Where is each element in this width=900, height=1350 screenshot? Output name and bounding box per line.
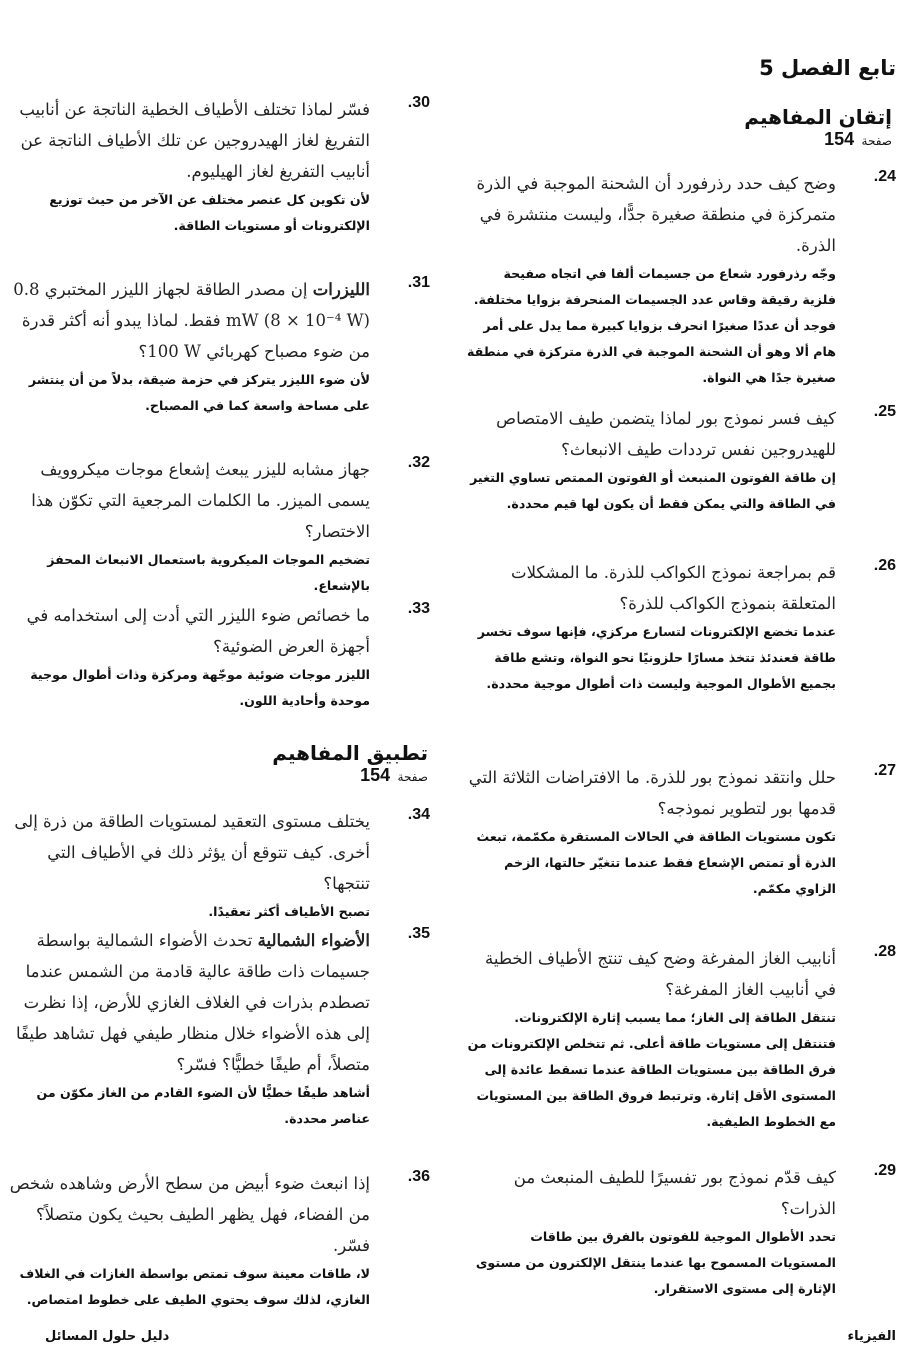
answer-text: لأن ضوء الليزر يتركز في حزمة ضيقة، بدلاً من أن ينتشر على مساحة واسعة كما في المصباح.: [28, 372, 370, 413]
question-body: تحدث الأضواء الشمالية بواسطة جسيمات ذات طاقة عالية قادمة من الشمس عندما تصطدم بذرات في الغلاف الغازي للأرض، إذا نظرت إلى هذه الأضواء خلال منظار طيفي فهل تشاهد طيفًا متصلاً، أم طيفًا خطيًّا؟ فسّر؟: [16, 931, 370, 1074]
question-number: 36.: [407, 1168, 430, 1185]
footer-guide-title: دليل حلول المسائل: [45, 1329, 170, 1344]
question-text: وضح كيف حدد رذرفورد أن الشحنة الموجبة في الذرة متمركزة في منطقة صغيرة جدًّا، وليست منتشرة في الذرة.: [476, 174, 836, 255]
answer-text: تنتقل الطاقة إلى الغاز؛ مما يسبب إثارة الإلكترونات. فتنتقل إلى مستويات طاقة أعلى. ثم تتخلص الإلكترونات من فرق الطاقة بين مستويات الطاقة عندما تسقط عائدة إلى المستوى الأقل إثارة. وترتبط فروق الطاقة بين المستويات مع الخطوط الطيفية.: [467, 1010, 836, 1129]
question-29: [466, 1162, 896, 1302]
question-text: فسّر لماذا تختلف الأطياف الخطية الناتجة عن أنابيب التفريغ لغاز الهيدروجين عن تلك الأطياف الناتجة عن أنابيب التفريغ لغاز الهيليوم.: [19, 100, 370, 181]
answer-text: لا، طاقات معينة سوف تمتص بواسطة الغازات في الغلاف الغازي، لذلك سوف يحتوي الطيف على خطوط امتصاص.: [19, 1266, 370, 1307]
section-mastery: [744, 104, 892, 150]
question-lead: الأضواء الشمالية: [257, 931, 370, 950]
question-number: 33.: [407, 600, 430, 617]
answer-text: تحدد الأطوال الموجية للفوتون بالفرق بين طاقات المستويات المسموح بها عندما ينتقل الإلكترون من مستوى الإثارة إلى مستوى الاستقرار.: [475, 1229, 836, 1296]
question-text: كيف قدّم نموذج بور تفسيرًا للطيف المنبعث من الذرات؟: [513, 1168, 836, 1218]
answer-text: تكون مستويات الطاقة في الحالات المستقرة مكمّمة، تبعث الذرة أو تمتص الإشعاع فقط عندما تتغيّر حالتها، الزخم الزاوي مكمّم.: [476, 829, 836, 896]
question-number: 30.: [407, 94, 430, 111]
question-number: 24.: [873, 168, 896, 185]
footer-subject: الفيزياء: [847, 1329, 896, 1344]
answer-text: وجّه رذرفورد شعاع من جسيمات ألفا في اتجاه صفيحة فلزية رقيقة وقاس عدد الجسيمات المنحرفة بزوايا مختلفة. فوجد أن عددًا صغيرًا انحرف بزوايا كبيرة مما يدل على أمر هام ألا وهو أن الشحنة الموجبة في الذرة متركزة في منطقة صغيرة جدًا هي النواة.: [467, 266, 836, 385]
section-applying: [272, 740, 428, 786]
question-36: [2, 1168, 430, 1313]
question-28: [466, 943, 896, 1135]
question-number: 32.: [407, 454, 430, 471]
answer-text: تضخيم الموجات الميكروية باستعمال الانبعاث المحفز بالإشعاع.: [47, 552, 370, 593]
question-text: [2, 274, 370, 367]
page-label: صفحة: [397, 770, 428, 784]
answer-text: الليزر موجات ضوئية موجّهة ومركزة وذات أطوال موجية موحدة وأحادية اللون.: [30, 667, 370, 708]
question-33: [2, 600, 430, 714]
chapter-title: تابع الفصل 5: [759, 56, 896, 80]
question-number: 29.: [873, 1162, 896, 1179]
answer-text: تصبح الأطياف أكثر تعقيدًا.: [208, 904, 370, 919]
page-reference: [744, 130, 892, 150]
question-text: يختلف مستوى التعقيد لمستويات الطاقة من ذرة إلى أخرى. كيف تتوقع أن يؤثر ذلك في الأطياف التي تنتجها؟: [14, 812, 370, 893]
question-24: [466, 168, 896, 391]
question-number: 25.: [873, 403, 896, 420]
question-31: [2, 274, 430, 419]
question-number: 31.: [407, 274, 430, 291]
page-reference: [272, 766, 428, 786]
question-25: [466, 403, 896, 517]
question-number: 26.: [873, 557, 896, 574]
question-body: إن مصدر الطاقة لجهاز الليزر المختبري ‎0.8 mW (8 × 10⁻⁴ W)‎ فقط. لماذا يبدو أنه أكثر قدرة من ضوء مصباح كهربائي ‎100 W‎؟: [13, 280, 370, 361]
answer-text: إن طاقة الفوتون المنبعث أو الفوتون الممتص تساوي التغير في الطاقة والتي يمكن فقط أن يكون لها قيم محددة.: [470, 470, 836, 511]
question-number: 35.: [407, 925, 430, 942]
section-title: إتقان المفاهيم: [744, 105, 892, 129]
question-35: [2, 925, 430, 1132]
answer-text: لأن تكوين كل عنصر مختلف عن الآخر من حيث توزيع الإلكترونات أو مستويات الطاقة.: [49, 192, 370, 233]
question-27: [466, 762, 896, 902]
question-number: 34.: [407, 806, 430, 823]
question-number: 28.: [873, 943, 896, 960]
question-text: أنابيب الغاز المفرغة وضح كيف تنتج الأطياف الخطية في أنابيب الغاز المفرغة؟: [485, 949, 836, 999]
question-32: [2, 454, 430, 599]
page-number: 154: [824, 129, 855, 149]
question-26: [466, 557, 896, 697]
page-label: صفحة: [861, 134, 892, 148]
answer-text: أشاهد طيفًا خطيًّا لأن الضوء القادم من الغاز مكوّن من عناصر محددة.: [36, 1085, 370, 1126]
question-text: جهاز مشابه لليزر يبعث إشعاع موجات ميكروويف يسمى الميزر. ما الكلمات المرجعية التي تكوّن هذا الاختصار؟: [31, 460, 370, 541]
question-text: إذا انبعث ضوء أبيض من سطح الأرض وشاهده شخص من الفضاء، فهل يظهر الطيف بحيث يكون متصلاً؟ فسّر.: [9, 1174, 370, 1255]
answer-text: عندما تخضع الإلكترونات لتسارع مركزي، فإنها سوف تخسر طاقة فعندئذ تتخذ مسارًا حلزونيًا نحو النواة، وتشع طاقة بجميع الأطوال الموجية وليست ذات أطوال موجية محددة.: [477, 624, 836, 691]
section-title: تطبيق المفاهيم: [272, 741, 428, 765]
question-text: [2, 925, 370, 1080]
question-34: [2, 806, 430, 925]
question-30: [2, 94, 430, 239]
question-text: حلل وانتقد نموذج بور للذرة. ما الافتراضات الثلاثة التي قدمها بور لتطوير نموذجه؟: [468, 768, 836, 818]
question-lead: الليزرات: [312, 280, 370, 299]
question-text: قم بمراجعة نموذج الكواكب للذرة. ما المشكلات المتعلقة بنموذج الكواكب للذرة؟: [511, 563, 836, 613]
question-text: ما خصائص ضوء الليزر التي أدت إلى استخدامه في أجهزة العرض الضوئية؟: [26, 606, 370, 656]
question-number: 27.: [873, 762, 896, 779]
page-number: 154: [360, 765, 391, 785]
question-text: كيف فسر نموذج بور لماذا يتضمن طيف الامتصاص للهيدروجين نفس ترددات طيف الانبعاث؟: [496, 409, 836, 459]
